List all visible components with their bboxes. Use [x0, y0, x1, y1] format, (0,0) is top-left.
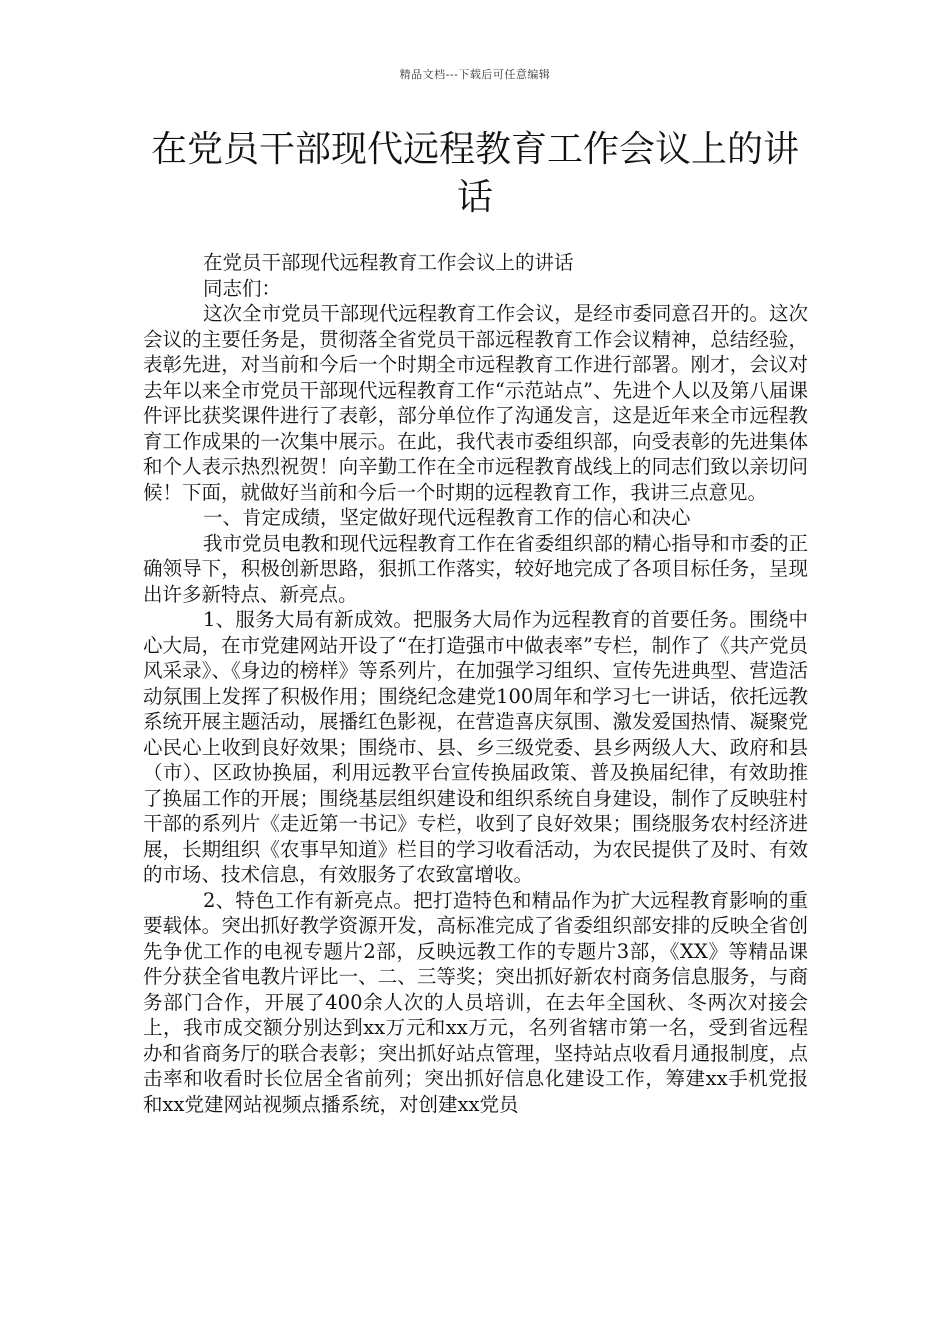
title-line-1: 在党员干部现代远程教育工作会议上的讲 — [150, 129, 799, 170]
salutation: 同志们： — [203, 276, 282, 300]
document-title — [140, 126, 810, 222]
paragraph-point-1: 1、服务大局有新成效。把服务大局作为远程教育的首要任务。围绕中心大局，在市党建网站开设了“在打造强市中做表率”专栏，制作了《共产党员风采录》、《身边的榜样》等系列片，在加强学习组织、宣传先进典型、营造活动氛围上发挥了积极作用；围绕纪念建党100周年和学习七一讲话，依托远教系统开展主题活动，展播红色影视，在营造喜庆氛围、激发爱国热情、凝聚党心民心上收到良好效果；围绕市、县、乡三级党委、县乡两级人大、政府和县（市）、区政协换届，利用远教平台宣传换届政策、普及换届纪律，有效助推了换届工作的开展；围绕基层组织建设和组织系统自身建设，制作了反映驻村干部的系列片《走近第一书记》专栏，收到了良好效果；围绕服务农村经济进展，长期组织《农事早知道》栏目的学习收看活动，为农民提供了及时、有效的市场、技术信息，有效服务了农致富增收。 — [143, 608, 808, 886]
page-header: 精品文档---下载后可任意编辑 — [399, 68, 551, 81]
paragraph-achievements: 我市党员电教和现代远程教育工作在省委组织部的精心指导和市委的正确领导下，积极创新思路，狠抓工作落实，较好地完成了各项目标任务，呈现出许多新特点、新亮点。 — [143, 531, 808, 606]
title-line-2: 话 — [456, 177, 493, 218]
paragraph-intro: 这次全市党员干部现代远程教育工作会议，是经市委同意召开的。这次会议的主要任务是，贯彻落全省党员干部远程教育工作会议精神，总结经验，表彰先进，对当前和今后一个时期全市远程教育工作进行部署。刚才，会议对去年以来全市党员干部现代远程教育工作“示范站点”、先进个人以及第八届课件评比获奖课件进行了表彰，部分单位作了沟通发言，这是近年来全市远程教育工作成果的一次集中展示。在此，我代表市委组织部，向受表彰的先进集体和个人表示热烈祝贺！向辛勤工作在全市远程教育战线上的同志们致以亲切问候！下面，就做好当前和今后一个时期的远程教育工作，我讲三点意见。 — [143, 302, 808, 504]
section-heading-1: 一、肯定成绩，坚定做好现代远程教育工作的信心和决心 — [203, 506, 691, 529]
document-body — [143, 250, 808, 1117]
paragraph-point-2: 2、特色工作有新亮点。把打造特色和精品作为扩大远程教育影响的重要载体。突出抓好教学资源开发，高标准完成了省委组织部安排的反映全省创先争优工作的电视专题片2部，反映远教工作的专题片3部，《XX》等精品课件分获全省电教片评比一、二、三等奖；突出抓好新农村商务信息服务，与商务部门合作，开展了400余人次的人员培训，在去年全国秋、冬两次对接会上，我市成交额分别达到xx万元和xx万元，名列省辖市第一名，受到省远程办和省商务厅的联合表彰；突出抓好站点管理，坚持站点收看月通报制度，点击率和收看时长位居全省前列；突出抓好信息化建设工作，筹建xx手机党报和xx党建网站视频点播系统，对创建xx党员 — [143, 888, 808, 1116]
body-subtitle: 在党员干部现代远程教育工作会议上的讲话 — [203, 251, 574, 274]
